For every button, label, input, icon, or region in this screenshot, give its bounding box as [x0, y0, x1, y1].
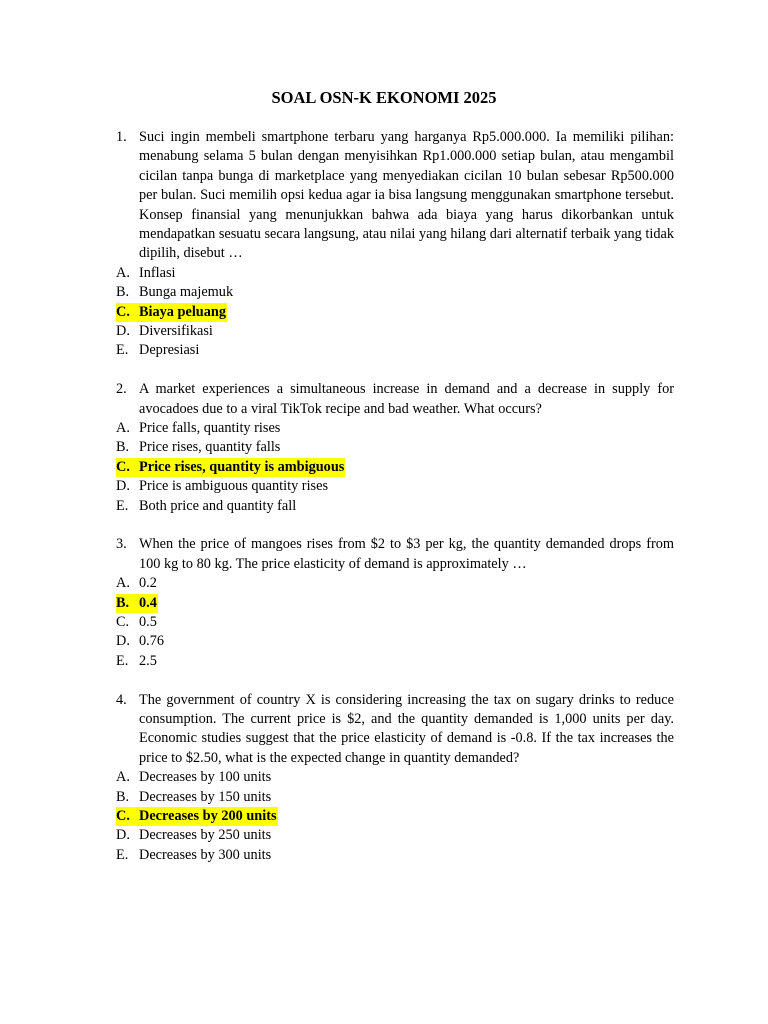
answer-option-letter: B.	[116, 594, 130, 611]
answer-option	[116, 632, 674, 651]
answer-option-content	[116, 419, 280, 438]
answer-option-letter: D.	[116, 633, 130, 650]
answer-option	[116, 419, 674, 438]
answer-option-content	[116, 283, 233, 302]
answer-option	[116, 322, 674, 341]
answer-option-text: 2.5	[139, 652, 157, 669]
answer-option-correct	[116, 594, 674, 613]
answer-option-letter: A.	[116, 575, 130, 592]
answer-option-correct	[116, 807, 674, 826]
answer-option-letter: E.	[116, 846, 129, 863]
answer-option-text: Decreases by 250 units	[139, 827, 272, 844]
answer-option-letter: D.	[116, 323, 130, 340]
answer-option-text: Decreases by 150 units	[139, 788, 272, 805]
answer-option	[116, 497, 674, 516]
answer-option-content	[116, 846, 271, 865]
answer-option-text: Price falls, quantity rises	[139, 420, 281, 436]
answer-option	[116, 613, 674, 632]
question-stem	[116, 128, 674, 264]
answer-option-text: Diversifikasi	[139, 323, 213, 340]
answer-option-letter: B.	[116, 788, 130, 805]
answer-option-content	[116, 303, 227, 322]
document-title: SOAL OSN-K EKONOMI 2025	[271, 88, 497, 107]
answer-option-text: Bunga majemuk	[139, 284, 234, 301]
answer-option-text: Price rises, quantity is ambiguous	[139, 458, 345, 475]
answer-option	[116, 574, 674, 593]
answer-option-content	[116, 632, 164, 651]
answer-options	[116, 768, 674, 865]
question-item	[116, 128, 674, 361]
answer-option-text: Decreases by 300 units	[139, 846, 272, 863]
answer-option-text: Depresiasi	[139, 342, 200, 359]
answer-option-letter: B.	[116, 284, 130, 301]
answer-option-content	[116, 497, 296, 516]
answer-option-letter: D.	[116, 827, 130, 844]
question-number: 3.	[116, 536, 127, 553]
question-stem	[116, 380, 674, 419]
question-number: 2.	[116, 381, 127, 398]
answer-option-letter: A.	[116, 420, 130, 436]
answer-option-content	[116, 768, 271, 787]
question-text: The government of country X is considering increasing the tax on sugary drinks to reduce consumption. The current price is $2, and the quantity demanded is 1,000 units per day. Economic studies suggest that the price elasticity of demand is -0.8. If the tax increases the price to $2.50, what is the expected change in quantity demanded?	[139, 691, 674, 766]
answer-option-text: 0.4	[139, 594, 157, 611]
answer-option	[116, 264, 674, 283]
answer-option	[116, 283, 674, 302]
question-number: 1.	[116, 129, 127, 145]
answer-option	[116, 477, 674, 496]
answer-option-correct	[116, 303, 674, 322]
answer-option	[116, 341, 674, 360]
question-text: Suci ingin membeli smartphone terbaru yang harganya Rp5.000.000. Ia memiliki pilihan: menabung selama 5 bulan dengan menyisihkan Rp1.000.000 setiap bulan, atau mengambil cicilan tanpa bunga di marketplace yang menyediakan cicilan 10 bulan sebesar Rp500.000 per bulan. Suci memilih opsi kedua agar ia bisa langsung menggunakan smartphone tersebut. Konsep finansial yang menunjukkan bahwa ada biaya yang harus dikorbankan untuk mendapatkan sesuatu secara langsung, atau nilai yang hilang dari alternatif terbaik yang tidak dipilih, disebut …	[139, 129, 674, 262]
answer-option-letter: E.	[116, 497, 129, 514]
answer-option-content	[116, 264, 176, 283]
answer-option-content	[116, 613, 157, 632]
answer-option-content	[116, 322, 213, 341]
answer-option-letter: B.	[116, 439, 130, 456]
answer-option-letter: E.	[116, 652, 129, 669]
answer-option-text: Price rises, quantity falls	[139, 439, 281, 456]
question-stem	[116, 535, 674, 574]
answer-option-letter: C.	[116, 807, 130, 824]
answer-option-letter: C.	[116, 303, 130, 320]
question-text: When the price of mangoes rises from $2 to $3 per kg, the quantity demanded drops from 100 kg to 80 kg. The price elasticity of demand is approximately …	[139, 536, 674, 572]
answer-option-correct	[116, 458, 674, 477]
answer-option-content	[116, 458, 345, 477]
answer-options	[116, 264, 674, 361]
question-text: A market experiences a simultaneous increase in demand and a decrease in supply for avocadoes due to a viral TikTok recipe and bad weather. What occurs?	[139, 381, 674, 417]
answer-option	[116, 768, 674, 787]
answer-option	[116, 438, 674, 457]
answer-options	[116, 574, 674, 671]
answer-option-letter: A.	[116, 264, 130, 281]
answer-option-text: Price is ambiguous quantity rises	[139, 478, 329, 495]
answer-option-content	[116, 341, 199, 360]
answer-option-text: 0.5	[139, 613, 157, 630]
answer-option-content	[116, 807, 278, 826]
answer-option-text: Decreases by 100 units	[139, 769, 272, 786]
answer-option-letter: D.	[116, 478, 130, 495]
answer-option-letter: A.	[116, 769, 130, 786]
answer-option-content	[116, 438, 280, 457]
answer-option	[116, 826, 674, 845]
answer-option-text: 0.76	[139, 633, 165, 650]
answer-option-content	[116, 594, 158, 613]
answer-option-letter: E.	[116, 342, 129, 359]
answer-option-text: 0.2	[139, 575, 157, 592]
answer-option-letter: C.	[116, 613, 130, 630]
answer-option	[116, 652, 674, 671]
answer-option-text: Decreases by 200 units	[139, 807, 277, 824]
answer-option-content	[116, 788, 271, 807]
question-number: 4.	[116, 691, 127, 708]
question-item	[116, 380, 674, 516]
answer-option-text: Both price and quantity fall	[139, 497, 297, 514]
answer-option-content	[116, 574, 157, 593]
answer-option	[116, 788, 674, 807]
answer-option-text: Biaya peluang	[139, 303, 226, 320]
question-item	[116, 691, 674, 866]
question-list	[116, 128, 674, 884]
answer-options	[116, 419, 674, 516]
answer-option-content	[116, 477, 328, 496]
question-stem	[116, 691, 674, 769]
answer-option-text: Inflasi	[139, 264, 176, 281]
question-item	[116, 535, 674, 671]
answer-option-content	[116, 652, 157, 671]
answer-option-content	[116, 826, 271, 845]
answer-option-letter: C.	[116, 458, 130, 475]
answer-option	[116, 846, 674, 865]
